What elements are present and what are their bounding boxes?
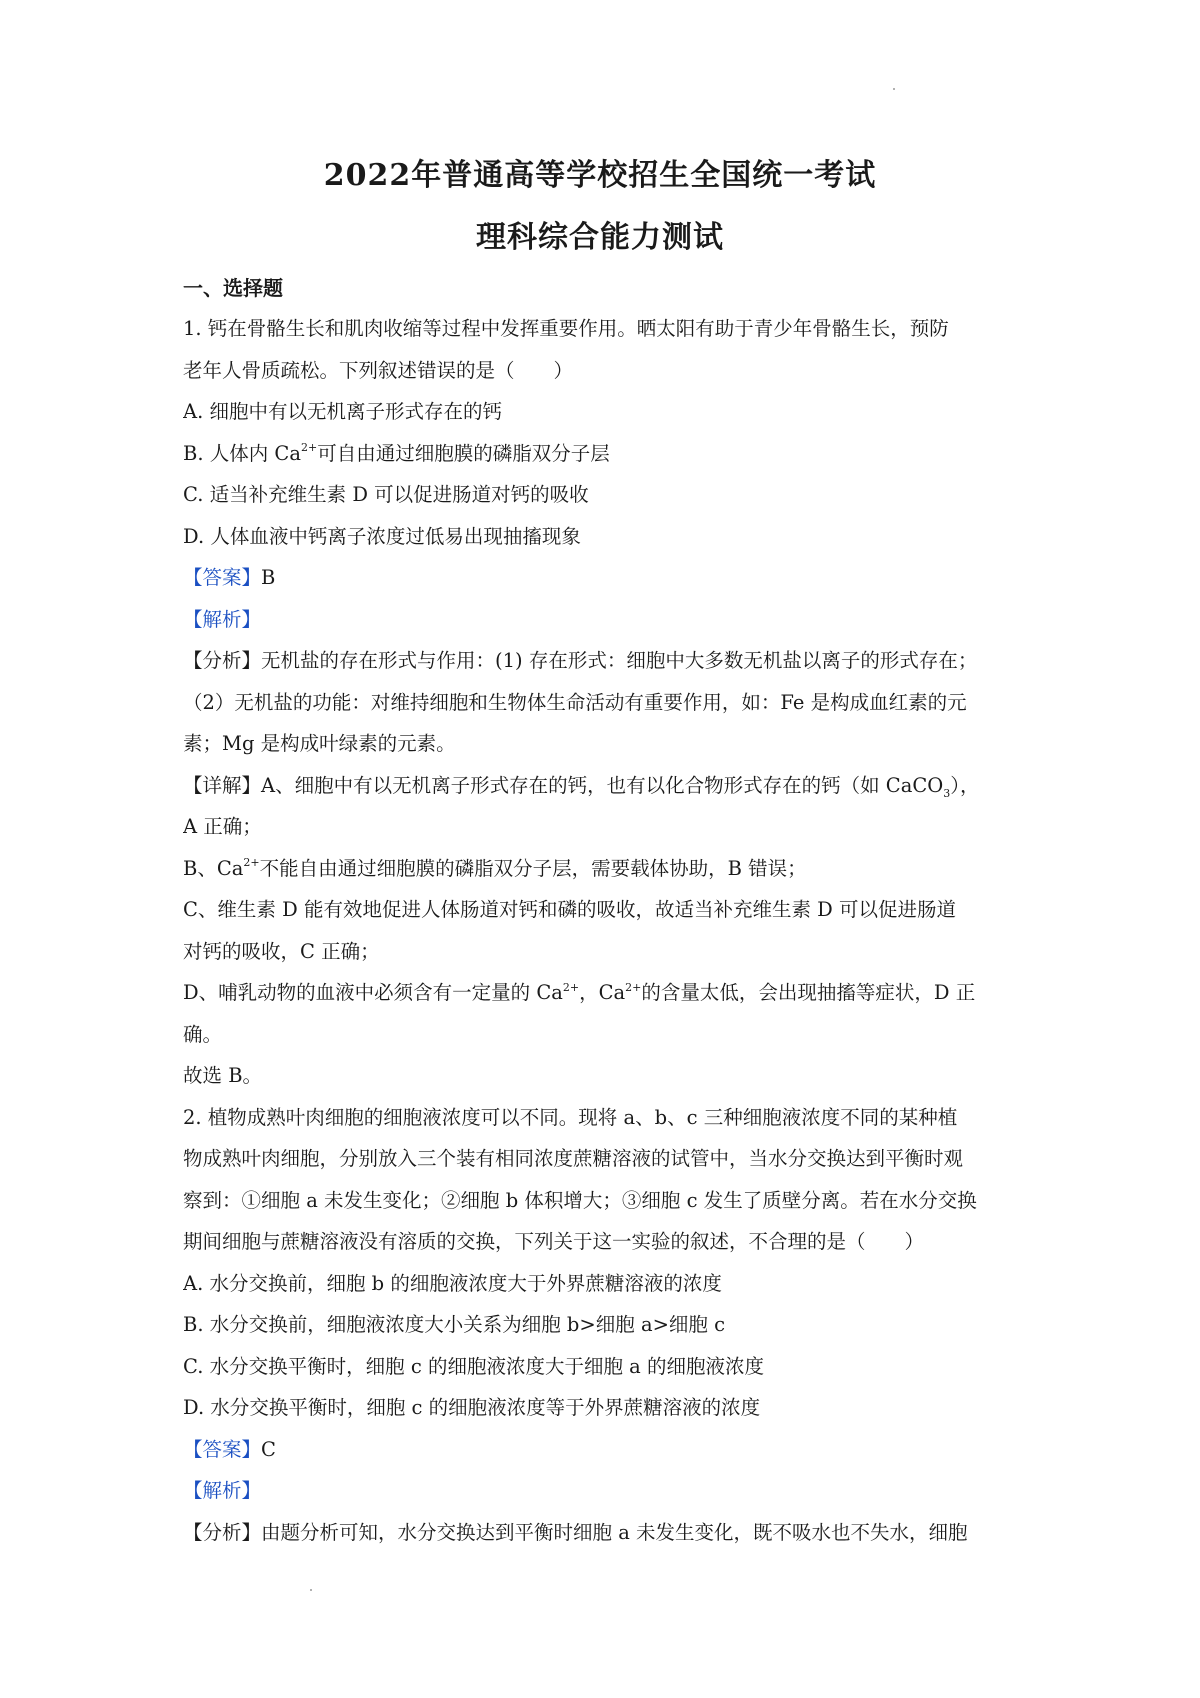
q1-detail-line: 确。 bbox=[183, 1022, 223, 1046]
fenxi-tag: 【分析】 bbox=[183, 649, 262, 672]
detail-text: D、哺乳动物的血液中必须含有一定量的 Ca bbox=[183, 981, 563, 1004]
q2-fenxi-line bbox=[183, 1512, 1023, 1554]
fenxi-text: 由题分析可知，水分交换达到平衡时细胞 a 未发生变化，既不吸水也不失水，细胞 bbox=[261, 1520, 968, 1544]
q1-stem-line: 1. 钙在骨骼生长和肌肉收缩等过程中发挥重要作用。晒太阳有助于青少年骨骼生长，预防 bbox=[183, 317, 949, 340]
analysis-tag: 【解析】 bbox=[183, 1479, 262, 1502]
q1-detail-line bbox=[183, 848, 1023, 890]
superscript: 2+ bbox=[300, 441, 318, 454]
q2-analysis-tag bbox=[183, 1470, 1023, 1512]
q1-option-c: C. 适当补充维生素 D 可以促进肠道对钙的吸收 bbox=[183, 483, 589, 506]
section-heading: 一、选择题 bbox=[183, 276, 283, 300]
detail-text: ，Ca bbox=[579, 981, 626, 1004]
q1-detail-line bbox=[183, 972, 1023, 1014]
q1-conclusion: 故选 B。 bbox=[183, 1064, 263, 1087]
q2-option-c: C. 水分交换平衡时，细胞 c 的细胞液浓度大于细胞 a 的细胞液浓度 bbox=[183, 1354, 764, 1378]
q1-option-a: A. 细胞中有以无机离子形式存在的钙 bbox=[183, 400, 502, 423]
superscript: 2+ bbox=[625, 980, 642, 994]
fenxi-tag: 【分析】 bbox=[183, 1520, 262, 1544]
q1-fenxi-line bbox=[183, 640, 1023, 682]
q2-option-d: D. 水分交换平衡时，细胞 c 的细胞液浓度等于外界蔗糖溶液的浓度 bbox=[183, 1396, 761, 1419]
detail-text: 不能自由通过细胞膜的磷脂双分子层，需要载体协助，B 错误； bbox=[259, 856, 807, 880]
q1-option-b bbox=[183, 433, 1023, 475]
scan-speck bbox=[310, 1589, 312, 1591]
q2-stem-line: 期间细胞与蔗糖溶液没有溶质的交换，下列关于这一实验的叙述，不合理的是（ ） bbox=[183, 1230, 925, 1253]
q1-fenxi-line: （2）无机盐的功能：对维持细胞和生物体生命活动有重要作用，如：Fe 是构成血红素的元 bbox=[183, 690, 967, 714]
q2-stem-line: 察到：①细胞 a 未发生变化；②细胞 b 体积增大；③细胞 c 发生了质壁分离。若在水分交换 bbox=[183, 1188, 977, 1212]
scan-speck bbox=[893, 88, 895, 90]
q1-detail-line: 对钙的吸收，C 正确； bbox=[183, 939, 380, 963]
q1-detail-line: C、维生素 D 能有效地促进人体肠道对钙和磷的吸收，故适当补充维生素 D 可以促进肠道 bbox=[183, 898, 956, 921]
subscript: 3 bbox=[943, 786, 951, 800]
q1-detail-line bbox=[183, 765, 1023, 807]
q1-option-d: D. 人体血液中钙离子浓度过低易出现抽搐现象 bbox=[183, 524, 581, 548]
fenxi-text: 无机盐的存在形式与作用：(1) 存在形式：细胞中大多数无机盐以离子的形式存在； bbox=[261, 649, 978, 672]
exam-title: 2022年普通高等学校招生全国统一考试 bbox=[323, 158, 877, 193]
exam-subtitle: 理科综合能力测试 bbox=[476, 220, 724, 255]
superscript: 2+ bbox=[562, 980, 580, 994]
detail-text: ）， bbox=[950, 773, 980, 797]
q1-fenxi-line: 素；Mg 是构成叶绿素的元素。 bbox=[183, 732, 456, 755]
q1-answer bbox=[183, 557, 1023, 599]
document-body bbox=[183, 270, 1023, 1553]
option-b-text: 可自由通过细胞膜的磷脂双分子层 bbox=[317, 441, 610, 465]
q2-stem-line: 物成熟叶肉细胞，分别放入三个装有相同浓度蔗糖溶液的试管中，当水分交换达到平衡时观 bbox=[183, 1147, 964, 1170]
answer-value: B bbox=[261, 566, 276, 589]
detail-text: 的含量太低，会出现抽搐等症状，D 正 bbox=[641, 981, 976, 1004]
q1-analysis-tag bbox=[183, 599, 1023, 641]
option-b-text: B. 人体内 Ca bbox=[183, 441, 301, 465]
detail-tag: 【详解】 bbox=[183, 773, 262, 797]
q2-stem-line: 2. 植物成熟叶肉细胞的细胞液浓度可以不同。现将 a、b、c 三种细胞液浓度不同的某种植 bbox=[183, 1105, 958, 1129]
superscript: 2+ bbox=[243, 856, 260, 869]
answer-tag: 【答案】 bbox=[183, 566, 262, 589]
q2-option-a: A. 水分交换前，细胞 b 的细胞液浓度大于外界蔗糖溶液的浓度 bbox=[183, 1271, 722, 1295]
answer-value: C bbox=[261, 1437, 276, 1461]
q1-detail-line: A 正确； bbox=[183, 815, 262, 838]
detail-text: B、Ca bbox=[183, 856, 244, 880]
q2-option-b: B. 水分交换前，细胞液浓度大小关系为细胞 b>细胞 a>细胞 c bbox=[183, 1313, 726, 1336]
q1-stem-line: 老年人骨质疏松。下列叙述错误的是（ ） bbox=[183, 358, 574, 382]
q2-answer bbox=[183, 1429, 1023, 1471]
answer-tag: 【答案】 bbox=[183, 1437, 262, 1461]
detail-text: A、细胞中有以无机离子形式存在的钙，也有以化合物形式存在的钙（如 CaCO bbox=[261, 773, 944, 797]
analysis-tag: 【解析】 bbox=[183, 607, 262, 631]
